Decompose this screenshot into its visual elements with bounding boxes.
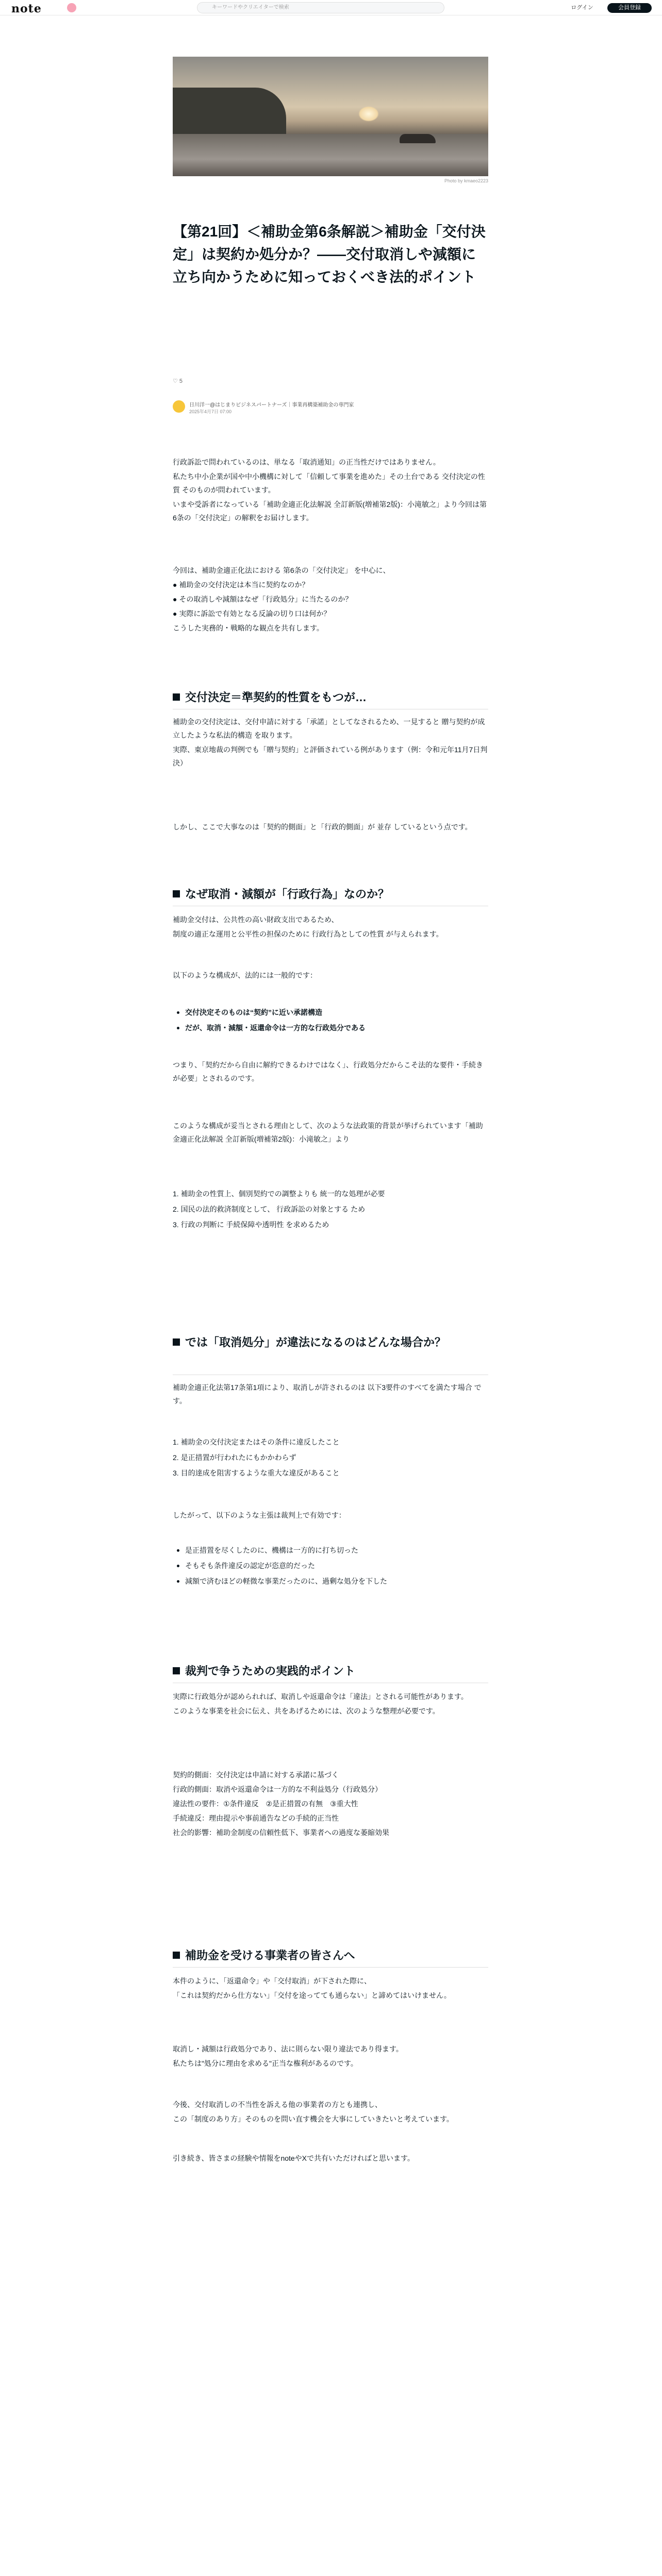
s2-numbered <box>173 1186 488 1232</box>
s2-bullet-2: だが、取消・減額・返還命令は一方的な行政処分である <box>173 1020 488 1036</box>
section4-body <box>173 1690 488 1719</box>
intro-2 <box>173 564 488 636</box>
s5-p5: 今後、交付取消しの不当性を訴える他の事業者の方とも連携し、 <box>173 2100 382 2109</box>
s4-line-3: 違法性の要件：①条件違反 ②是正措置の有無 ③重大性 <box>173 1800 358 1808</box>
s3-num-2: 2. 是正措置が行われたにもかかわらず <box>173 1453 296 1462</box>
intro <box>173 455 488 526</box>
s3-numbered <box>173 1434 488 1481</box>
intro-p1: 行政訴訟で問われているのは、単なる「取消通知」の正当性だけではありません。 <box>173 458 440 466</box>
logo-flower-icon <box>67 3 76 12</box>
s5-p3: 取消し・減額は行政処分であり、法に則らない限り違法であり得ます。 <box>173 2045 403 2053</box>
section2-heading: なぜ取消・減額が「行政行為」なのか？ <box>173 886 488 903</box>
s5-p6: この「制度のあり方」そのものを問い直す機会を大事にしていきたいと考えています。 <box>173 2115 454 2123</box>
section3-heading: では「取消処分」が違法になるのはどんな場合か？ <box>173 1334 488 1351</box>
intro2-lead: 今回は、補助金適正化法における 第6条の「交付決定」 を中心に、 <box>173 566 390 574</box>
s2-p5: このような構成が妥当とされる理由として、次のような法政策的背景が挙げられています「補助金適正化法解説 全訂新版(増補第2版)：小滝敏之」より <box>173 1122 483 1143</box>
signup-button[interactable]: 会員登録 <box>607 3 652 13</box>
s5-p2: 「これは契約だから仕方ない」「交付を途ってても通らない」と諦めてはいけません。 <box>173 1991 451 1999</box>
top-header <box>0 0 662 15</box>
s2-p4-wrap <box>173 1058 488 1086</box>
s3-p1-wrap <box>173 1381 488 1409</box>
section4-heading: 裁判で争うための実践的ポイント <box>173 1663 488 1680</box>
s3-bullet-2: そもそも条件違反の認定が恣意的だった <box>173 1558 488 1573</box>
s2-num-3: 3. 行政の判断に 手続保障や透明性 を求めるため <box>173 1221 329 1229</box>
section1-body <box>173 715 488 771</box>
s1-p2: 実際、東京地裁の判例でも「贈与契約」と評価されている例があります（例：令和元年11月7日判決） <box>173 745 488 767</box>
author-name[interactable]: 日川洋一@はじまりビジネスパートナーズ｜事業再構築補助金の専門家 <box>189 402 354 408</box>
section5-body <box>173 1974 488 2003</box>
like-count-top: 5 <box>179 378 183 384</box>
intro2-tail: こうした実務的・戦略的な観点を共有します。 <box>173 624 324 632</box>
s5-p1: 本件のように、「返還命令」や「交付取消」が下された際に、 <box>173 1977 371 1985</box>
s3-p2-wrap <box>173 1509 488 1523</box>
section5-body-3 <box>173 2098 488 2127</box>
photo-credit[interactable]: Photo by kmaeo2223 <box>444 178 488 183</box>
s2-p3-wrap <box>173 969 488 983</box>
s2-p1: 補助金交付は、公共性の高い財政支出であるため、 <box>173 916 339 924</box>
s2-bullets <box>173 1005 488 1036</box>
note-logo[interactable]: note <box>11 2 42 15</box>
s3-num-1: 1. 補助金の交付決定またはその条件に違反したこと <box>173 1438 340 1446</box>
section5-body-2 <box>173 2042 488 2071</box>
article-title: 【第21回】＜補助金第6条解説＞補助金「交付決定」は契約か処分か？――交付取消しや減額に立ち向かうために知っておくべき法的ポイント <box>173 224 486 285</box>
intro-p2: 私たち中小企業が国や中小機構に対して「信頼して事業を進めた」その土台である 交付決定の性質 そのものが問われています。 <box>173 472 485 494</box>
section2-body <box>173 913 488 942</box>
s2-num-2: 2. 国民の法的救済制度として、 行政訴訟の対象とする ため <box>173 1205 366 1213</box>
section5-heading: 補助金を受ける事業者の皆さんへ <box>173 1947 488 1964</box>
s3-bullets <box>173 1543 488 1589</box>
s4-line-5: 社会的影響：補助金制度の信頼性低下、事業者への過度な萎縮効果 <box>173 1828 389 1837</box>
section1-body-2 <box>173 820 488 835</box>
s2-bullet-1: 交付決定そのものは“契約”に近い承諾構造 <box>173 1005 488 1020</box>
intro-p3: いまや受訴者になっている「補助金適正化法解説 全訂新版(増補第2版)：小滝敏之」より今回は第6条の「交付決定」の解釈をお届けします。 <box>173 500 487 522</box>
intro2-b1: ● 補助金の交付決定は本当に契約なのか？ <box>173 581 309 589</box>
s5-p4: 私たちは"処分に理由を求める"正当な権利があるのです。 <box>173 2059 358 2067</box>
login-button[interactable]: ログイン <box>571 5 593 11</box>
search-input[interactable]: キーワードやクリエイターで検索 <box>197 2 444 13</box>
s4-line-1: 契約的側面：交付決定は申請に対する承諾に基づく <box>173 1771 339 1779</box>
publish-date: 2025年4月7日 07:00 <box>189 409 232 414</box>
s1-p3: しかし、ここで大事なのは「契約的側面」と「行政的側面」が 並存 しているという点です。 <box>173 823 472 831</box>
s4-line-4: 手続違反：理由提示や事前通告などの手続的正当性 <box>173 1814 339 1822</box>
s1-p1: 補助金の交付決定は、交付申請に対する「承諾」としてなされるため、一見すると 贈与契約が成立したような私法的構造 を取ります。 <box>173 718 485 739</box>
s3-p2: したがって、以下のような主張は裁判上で有効です： <box>173 1511 346 1519</box>
section5-body-4 <box>173 2151 488 2166</box>
s4-line-2: 行政的側面：取消や返還命令は一方的な不利益処分（行政処分） <box>173 1785 382 1793</box>
author-avatar[interactable] <box>173 400 185 413</box>
s5-p7: 引き続き、皆さまの経験や情報をnoteやXで共有いただければと思います。 <box>173 2154 415 2162</box>
s3-bullet-1: 是正措置を尽くしたのに、機構は一方的に打ち切った <box>173 1543 488 1558</box>
s2-p5-wrap <box>173 1119 488 1147</box>
intro2-b3: ● 実際に訴訟で有効となる反論の切り口は何か？ <box>173 609 331 618</box>
s2-p2: 制度の適正な運用と公平性の担保のために 行政行為としての性質 が与えられます。 <box>173 930 443 938</box>
s3-p1: 補助金適正化法第17条第1項により、取消しが許されるのは 以下3要件のすべてを満たす場合 です。 <box>173 1383 482 1405</box>
s2-num-1: 1. 補助金の性質上、個別契約での調整よりも 統一的な処理が必要 <box>173 1190 385 1198</box>
s4-lines <box>173 1768 488 1840</box>
intro2-b2: ● その取消しや減額はなぜ「行政処分」に当たるのか？ <box>173 595 353 603</box>
s3-bullet-3: 減額で済むほどの軽微な事業だったのに、過剰な処分を下した <box>173 1573 488 1589</box>
s2-p4: つまり、「契約だから自由に解約できるわけではなく」、行政処分だからこそ法的な要件・手続きが必要」とされるのです。 <box>173 1061 483 1082</box>
s4-p1: 実際に行政処分が認められれば、取消しや返還命令は「違法」とされる可能性があります。 <box>173 1692 468 1701</box>
section1-heading: 交付決定＝準契約的性質をもつが… <box>173 689 488 706</box>
s4-p2: このような事業を社会に伝え、共をあげるためには、次のような整理が必要です。 <box>173 1707 440 1715</box>
like-counter-top[interactable]: ♡ 5 <box>173 378 183 384</box>
hero-image <box>173 57 488 176</box>
s2-p3: 以下のような構成が、法的には一般的です： <box>173 971 317 979</box>
s3-num-3: 3. 目的達成を阻害するような重大な違反があること <box>173 1469 340 1477</box>
